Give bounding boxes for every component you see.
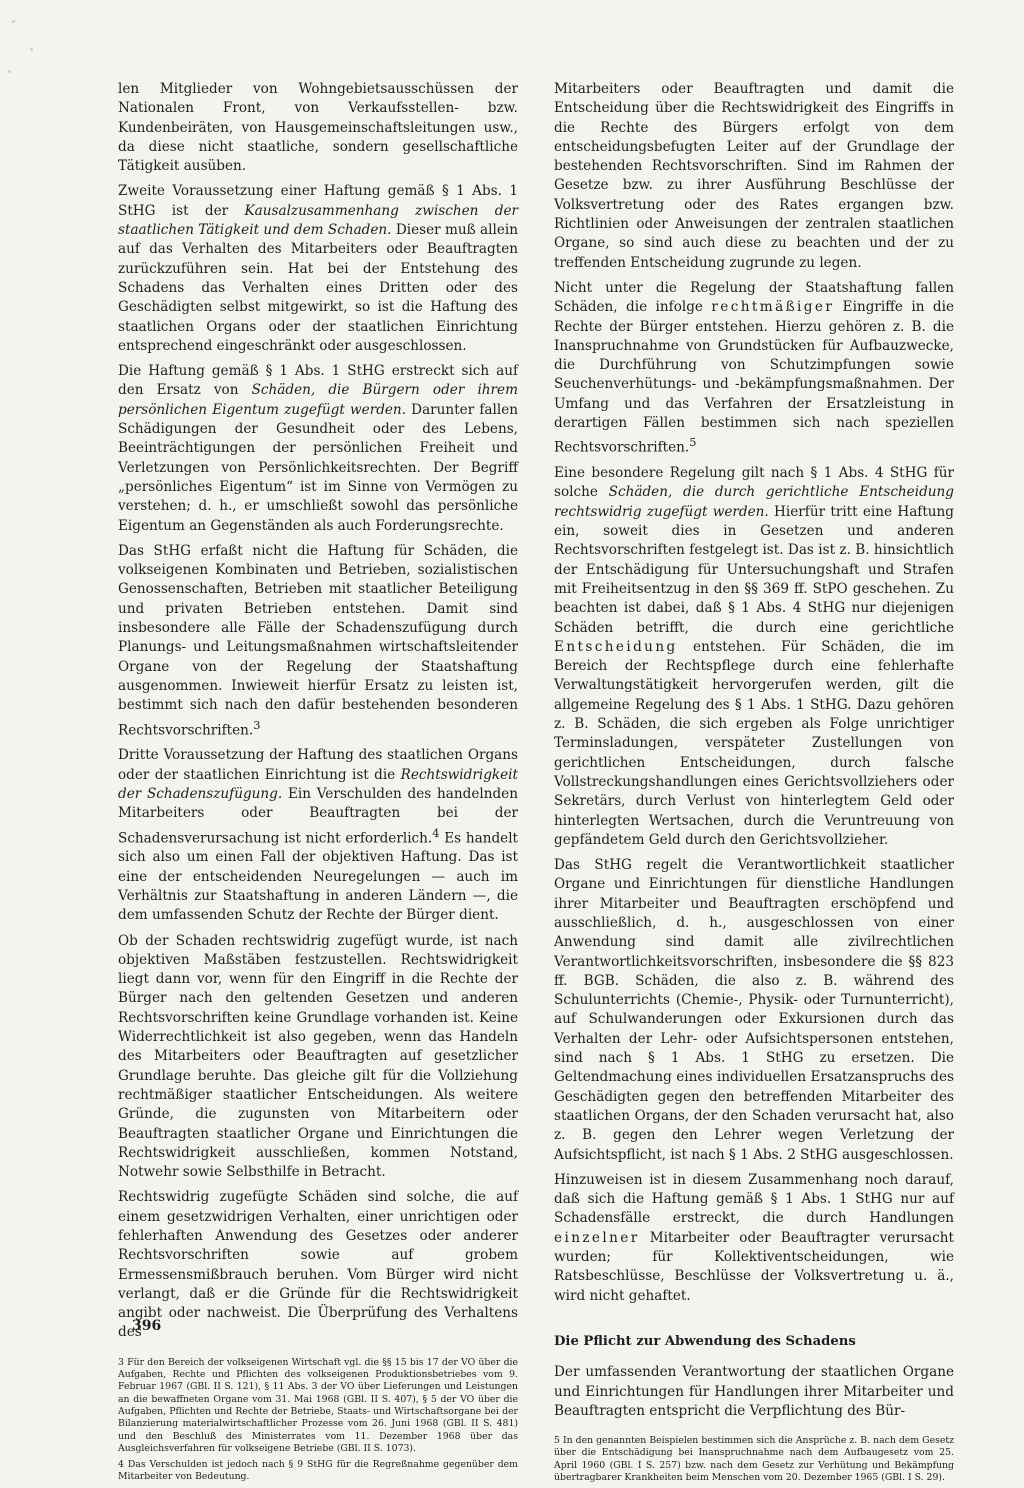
emphasis-text: Schäden, die Bürgern oder ihrem persönlichen Eigentum zugefügt werden.: [118, 382, 518, 418]
paragraph: [118, 362, 518, 536]
paragraph-text: Dieser muß allein auf das Verhalten des Mitarbeiters oder Beauftragten zurückzuführen sein. Hat bei der Entstehung des Schadens das Verhalten eines Dritten oder des Geschädigten selbst mitgewirkt, so ist die Haftung des staatlichen Organs oder der staatlichen Einrichtung entsprechend eingeschränkt oder ausgeschlossen.: [118, 222, 518, 354]
paragraph-text: Hinzuweisen ist in diesem Zusammenhang noch darauf, daß sich die Haftung gemäß § 1 Abs. 1 StHG nur auf Schadensfälle erstreckt, die durch Handlungen: [554, 1171, 954, 1227]
paragraph-text: entstehen. Für Schäden, die im Bereich der Rechtspflege durch eine fehlerhafte Verwaltungstätigkeit hervorgerufen werden, gilt die allgemeine Regelung des § 1 Abs. 1 StHG. Dazu gehören z. B. Schäden, die sich ergeben als Folge unrichtiger Terminsladungen, verspäteter Zustellungen von gerichtlichen Entscheidungen, durch falsche Vollstreckungshandlungen eines Gerichtsvollziehers oder Sekretärs, durch Verlust von hinterlegtem Geld oder hinterlegten Wertsachen, durch die Veruntreuung von gepfändetem Geld durch den Gerichtsvollzieher.: [554, 638, 954, 848]
paragraph-text: Mitarbeiter oder Beauftragter verursacht wurden; für Kollektiventscheidungen, wie Ratsbeschlüsse, Beschlüsse der Volksvertretung u. ä., wird nicht gehaftet.: [554, 1229, 954, 1304]
paragraph: [118, 542, 518, 741]
spaced-emphasis-text: rechtmäßiger: [711, 299, 835, 316]
footnote-3: 3 Für den Bereich der volkseigenen Wirtschaft vgl. die §§ 15 bis 17 der VO über die Aufgaben, Rechte und Pflichten des volkseigenen Produktionsbetriebes vom 9. Februar 1967 (GBl. II S. 121), § 11 Abs. 3 der VO über Lieferungen und Leistungen an die bewaffneten Organe vom 31. Mai 1968 (GBl. II S. 407), § 5 der VO über die Aufgaben, Pflichten und Rechte der Betriebe, Staats- und Wirtschaftsorgane bei der Bilanzierung materialwirtschaftlicher Prozesse vom 26. Juni 1968 (GBl. II S. 481) und den Beschluß des Ministerrates vom 11. Dezember 1968 über das Ausgleichsverfahren für volkseigene Betriebe (GBl. II S. 1073).: [118, 1356, 518, 1454]
paragraph-text: Die Haftung gemäß § 1 Abs. 1 StHG erstreckt sich auf den Ersatz von: [118, 363, 518, 399]
paragraph: [554, 1171, 954, 1306]
emphasis-text: Kausalzusammenhang zwischen der staatlichen Tätigkeit und dem Schaden.: [118, 202, 518, 239]
paragraph-text: Eingriffe in die Rechte der Bürger entstehen. Hierzu gehören z. B. die Inanspruchnahme von Grundstücken für Aufbauzwecke, die Durchführung von Schutzimpfungen sowie Seuchenverhütungs- und -bekämpfungsmaßnahmen. Der Umfang und das Verfahren der Ersatzleistung in derartigen Fällen bestimmen sich nach speziellen Rechtsvorschriften.: [554, 299, 955, 456]
paragraph-text: Eine besondere Regelung gilt nach § 1 Abs. 4 StHG für solche: [554, 465, 954, 501]
footnote-5: 5 In den genannten Beispielen bestimmen sich die Ansprüche z. B. nach dem Gesetz über die Entschädigung bei Inanspruchnahme nach dem Aufbaugesetz vom 25. April 1960 (GBl. I S. 257) bzw. nach dem Gesetz zur Verhütung und Bekämpfung übertragbarer Krankheiten beim Menschen vom 20. Dezember 1965 (GBl. I S. 29).: [554, 1435, 954, 1484]
emphasis-text: Schäden, die durch gerichtliche Entscheidung rechtswidrig zugefügt werden.: [554, 484, 954, 520]
paragraph-text: Mitarbeiters oder Beauftragten und damit die Entscheidung über die Rechtswidrigkeit des Eingriffs in die Rechte des Bürgers erfolgt von dem entscheidungsbefugten Leiter auf der Grundlage der bestehenden Rechtsvorschriften. Sind im Rahmen der Gesetze bzw. zu ihrer Ausführung Beschlüsse der Volksvertretung oder des Rates ergangen bzw. Richtlinien oder Anweisungen der zentralen staatlichen Organe, so sind auch diese zu beachten und der zu treffenden Entscheidung zugrunde zu legen.: [554, 81, 954, 271]
spaced-emphasis-text: Entscheidung: [554, 638, 678, 655]
footnote-ref: 5: [689, 435, 697, 450]
paragraph: [554, 80, 954, 273]
section-heading: Die Pflicht zur Abwendung des Schadens: [554, 1333, 856, 1349]
paragraph: [118, 746, 518, 925]
right-column: [554, 80, 954, 1488]
paragraph-text: Das StHG erfaßt nicht die Haftung für Schäden, die volkseigenen Kombinaten und Betrieben, sozialistischen Genossenschaften, Betrieben mit staatlicher Beteiligung und privaten Betrieben entstehen. Damit sind insbesondere alle Fälle der Schadenszufügung durch Planungs- und Leitungsmaßnahmen wirtschaftsleitender Organe von der Regelung der Staatshaftung ausgenommen. Inwieweit hierfür Ersatz zu leisten ist, bestimmt sich nach den dafür bestehenden besonderen Rechtsvorschriften.: [118, 542, 518, 739]
paragraph-text: Nicht unter die Regelung der Staatshaftung fallen Schäden, die infolge: [554, 279, 954, 316]
scan-speck: [8, 70, 11, 73]
footnote-ref: 3: [253, 717, 261, 732]
left-column: [118, 80, 518, 1488]
right-column-text: [554, 80, 954, 1421]
paragraph-text: Das StHG regelt die Verantwortlichkeit staatlicher Organe und Einrichtungen für dienstliche Handlungen ihrer Mitarbeiter und Beauftragten erschöpfend und ausschließlich, d. h., ausgeschlossen von einer Anwendung sind damit alle zivilrechtlichen Verantwortlichkeitsvorschriften, insbesondere die §§ 823 ff. BGB. Schäden, die also z. B. während des Schulunterrichts (Chemie-, Physik- oder Turnunterricht), auf Schulwanderungen oder Exkursionen durch das Verhalten der Lehr- oder Aufsichtspersonen entstehen, sind nach § 1 Abs. 1 StHG zu ersetzen. Die Geltendmachung eines individuellen Ersatzanspruchs des Geschädigten gegen den betreffenden Mitarbeiter des staatlichen Organs, der den Schaden verursacht hat, also z. B. gegen den Lehrer wegen Verletzung der Aufsichtspflicht, ist nach § 1 Abs. 2 StHG ausgeschlossen.: [554, 857, 954, 1163]
paragraph: [554, 1363, 954, 1421]
paragraph: [554, 464, 954, 850]
footnote-ref: 4: [432, 825, 440, 840]
paragraph-text: Rechtswidrig zugefügte Schäden sind solche, die auf einem gesetzwidrigen Verhalten, einer unrichtigen oder fehlerhaften Anwendung des Gesetzes oder anderer Rechtsvorschriften sowie auf grobem Ermessensmißbrauch beruhen. Vom Bürger wird nicht verlangt, daß er die Gründe für die Rechtswidrigkeit angibt oder nachweist. Die Überprüfung des Verhaltens des: [118, 1189, 518, 1341]
paragraph: [118, 182, 518, 356]
paragraph: [118, 1188, 518, 1342]
paragraph: [118, 932, 518, 1183]
paragraph-text: Ein Verschulden des handelnden Mitarbeiters oder Beauftragten bei der Schadensverursachung ist nicht erforderlich.: [118, 785, 518, 847]
paragraph-text: Der umfassenden Verantwortung der staatlichen Organe und Einrichtungen für Handlungen ihrer Mitarbeiter und Beauftragten entspricht die Verpflichtung des Bür-: [554, 1364, 954, 1419]
page-number: 396: [132, 1318, 162, 1334]
footnotes: [118, 1357, 518, 1484]
paragraph-text: Dritte Voraussetzung der Haftung des staatlichen Organs oder der staatlichen Einrichtung ist die: [118, 747, 518, 783]
paragraph: [554, 856, 954, 1165]
paragraph: [118, 80, 518, 176]
scan-speck: [12, 20, 15, 23]
footnotes: [554, 1435, 954, 1484]
paragraph-text: Ob der Schaden rechtswidrig zugefügt wurde, ist nach objektiven Maßstäben festzustellen. Rechtswidrigkeit liegt dann vor, wenn für den Eingriff in die Rechte der Bürger nach den geltenden Gesetzen und anderen Rechtsvorschriften keine Grundlage vorhanden ist. Keine Widerrechtlichkeit ist also gegeben, wenn das Handeln des Mitarbeiters oder Beauftragten auf gesetzlicher Grundlage beruhte. Das gleiche gilt für die Vollziehung rechtmäßiger staatlicher Entscheidungen. Als weitere Gründe, die zugunsten von Mitarbeitern oder Beauftragten staatlicher Organe und Einrichtungen die Rechtswidrigkeit ausschließen, kommen Notstand, Notwehr sowie Selbsthilfe in Betracht.: [118, 932, 518, 1181]
spaced-emphasis-text: einzelner: [554, 1229, 640, 1246]
paragraph-text: Es handelt sich also um einen Fall der objektiven Haftung. Das ist eine der entscheidenden Neuregelungen — auch im Verhältnis zur Staatshaftung in anderen Ländern —, die dem umfassenden Schutz der Rechte der Bürger dient.: [118, 830, 519, 924]
paragraph-text: Zweite Voraussetzung einer Haftung gemäß § 1 Abs. 1 StHG ist der: [118, 183, 518, 219]
paragraph: [554, 279, 954, 458]
scan-speck: [30, 48, 33, 51]
paragraph-text: Hierfür tritt eine Haftung ein, soweit dies in Gesetzen und anderen Rechtsvorschriften festgelegt ist. Das ist z. B. hinsichtlich der Entschädigung für Untersuchungshaft und Strafen mit Freiheitsentzug in den §§ 369 ff. StPO geschehen. Zu beachten ist dabei, daß § 1 Abs. 4 StHG nur diejenigen Schäden betrifft, die durch eine gerichtliche: [554, 503, 955, 636]
footnote-4: 4 Das Verschulden ist jedoch nach § 9 StHG für die Regreßnahme gegenüber dem Mitarbeiter von Bedeutung.: [118, 1459, 518, 1483]
emphasis-text: Rechtswidrigkeit der Schadenszufügung.: [118, 766, 518, 802]
paragraph-text: Darunter fallen Schädigungen der Gesundheit oder des Lebens, Beeinträchtigungen der persönlichen Freiheit und Verletzungen von Persönlichkeitsrechten. Der Begriff „persönliches Eigentum“ ist im Sinne von Vermögen zu verstehen; d. h., er umschließt sowohl das persönliche Eigentum an Gegenständen als auch Forderungsrechte.: [118, 401, 518, 534]
left-column-text: [118, 80, 518, 1343]
paragraph-text: len Mitglieder von Wohngebietsausschüssen der Nationalen Front, von Verkaufsstellen- bzw. Kundenbeiräten, von Hausgemeinschaftsleitungen usw., da diese nicht staatliche, sondern gesellschaftliche Tätigkeit ausüben.: [118, 81, 518, 175]
